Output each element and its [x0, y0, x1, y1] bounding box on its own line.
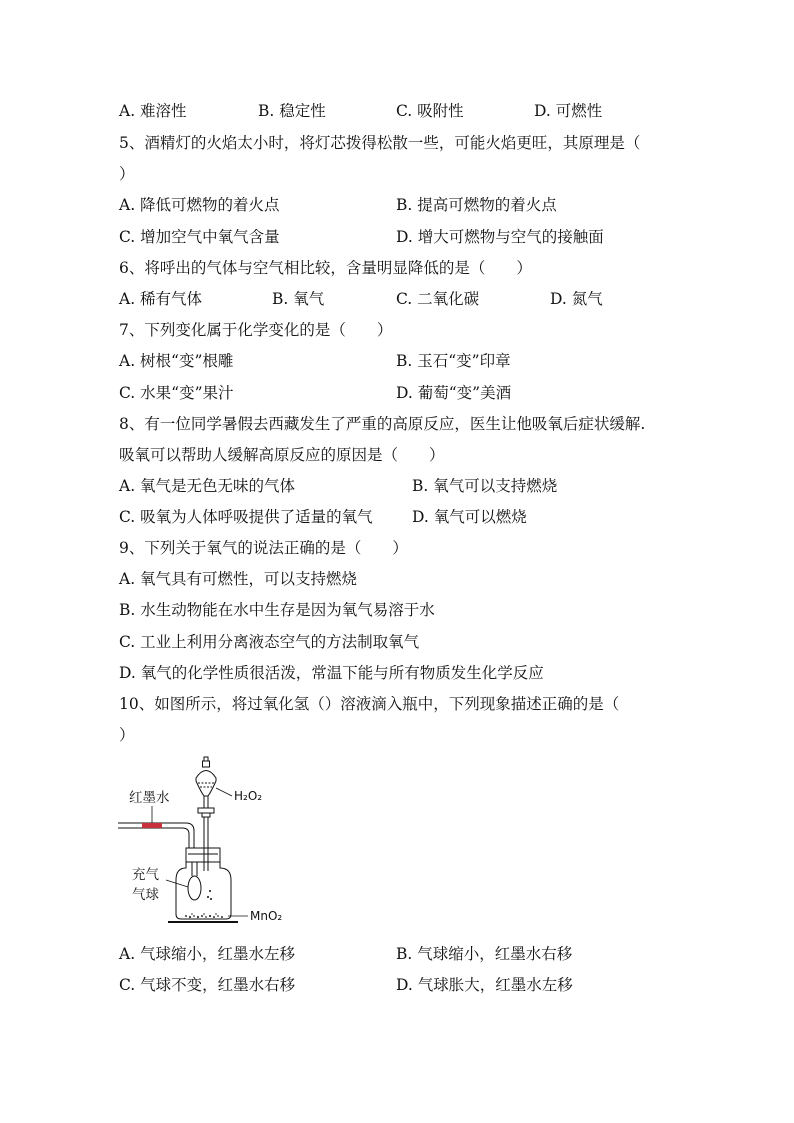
q7-option-a: A. 树根“变”根雕: [119, 352, 234, 370]
q5-stem-line1: 5、酒精灯的火焰太小时，将灯芯拨得松散一些，可能火焰更旺，其原理是（: [119, 134, 641, 152]
q5-stem-line2: ）: [119, 165, 135, 183]
q5-option-c: C. 增加空气中氧气含量: [119, 228, 280, 246]
q8-stem-line2: 吸氧可以帮助人缓解高原反应的原因是（ ）: [119, 446, 445, 464]
red-ink-label: 红墨水: [129, 790, 170, 806]
q10-option-b: B. 气球缩小，红墨水右移: [396, 945, 573, 963]
apparatus-figure: [118, 756, 288, 928]
q5-option-a: A. 降低可燃物的着火点: [119, 196, 280, 214]
q9-option-c: C. 工业上利用分离液态空气的方法制取氧气: [119, 633, 420, 651]
q6-option-c: C. 二氧化碳: [396, 290, 480, 308]
q8-option-b: B. 氧气可以支持燃烧: [412, 477, 558, 495]
q4-option-a: A. 难溶性: [119, 102, 187, 120]
q8-option-a: A. 氧气是无色无味的气体: [119, 477, 296, 495]
mno2-label: MnO₂: [250, 909, 283, 923]
q7-option-d: D. 葡萄“变”美酒: [396, 384, 512, 402]
inner-tube: [192, 862, 197, 876]
q6-option-d: D. 氮气: [550, 290, 603, 308]
balloon-leader-line: [166, 880, 188, 887]
balloon-label-line1: 充气: [132, 867, 159, 883]
q10-stem-line2: ）: [119, 726, 135, 744]
q9-option-b: B. 水生动物能在水中生存是因为氧气易溶于水: [119, 601, 435, 619]
q10-stem-line1: 10、如图所示，将过氧化氢（）溶液滴入瓶中，下列现象描述正确的是（: [119, 695, 620, 713]
balloon-label-line2: 气球: [132, 887, 159, 903]
h2o2-label: H₂O₂: [234, 789, 263, 803]
q6-option-a: A. 稀有气体: [119, 290, 203, 308]
h2o2-leader-line: [216, 788, 232, 796]
balloon: [188, 876, 201, 900]
q9-option-d: D. 氧气的化学性质很活泼，常温下能与所有物质发生化学反应: [119, 664, 544, 682]
q4-option-b: B. 稳定性: [258, 102, 326, 120]
q5-option-b: B. 提高可燃物的着火点: [396, 196, 557, 214]
q7-stem: 7、下列变化属于化学变化的是（ ）: [119, 321, 393, 339]
q10-option-d: D. 气球胀大，红墨水左移: [396, 976, 573, 994]
q7-option-b: B. 玉石“变”印章: [396, 352, 511, 370]
q10-option-a: A. 气球缩小，红墨水左移: [119, 945, 296, 963]
red-ink-drop: [142, 823, 162, 828]
rubber-stopper: [186, 848, 220, 862]
q7-option-c: C. 水果“变”果汁: [119, 384, 234, 402]
q5-option-d: D. 增大可燃物与空气的接触面: [396, 228, 604, 246]
q9-stem: 9、下列关于氧气的说法正确的是（ ）: [119, 539, 408, 557]
q6-stem: 6、将呼出的气体与空气相比较，含量明显降低的是（ ）: [119, 259, 532, 277]
mno2-powder: [185, 913, 223, 918]
q8-option-c: C. 吸氧为人体呼吸提供了适量的氧气: [119, 508, 373, 526]
q8-stem-line1: 8、有一位同学暑假去西藏发生了严重的高原反应，医生让他吸氧后症状缓解.: [119, 415, 646, 433]
q9-option-a: A. 氧气具有可燃性，可以支持燃烧: [119, 570, 358, 588]
q8-option-d: D. 氧气可以燃烧: [412, 508, 527, 526]
q4-option-c: C. 吸附性: [396, 102, 464, 120]
q10-option-c: C. 气球不变，红墨水右移: [119, 976, 296, 994]
drops: [207, 890, 212, 900]
q4-option-d: D. 可燃性: [534, 102, 603, 120]
q6-option-b: B. 氧气: [272, 290, 325, 308]
